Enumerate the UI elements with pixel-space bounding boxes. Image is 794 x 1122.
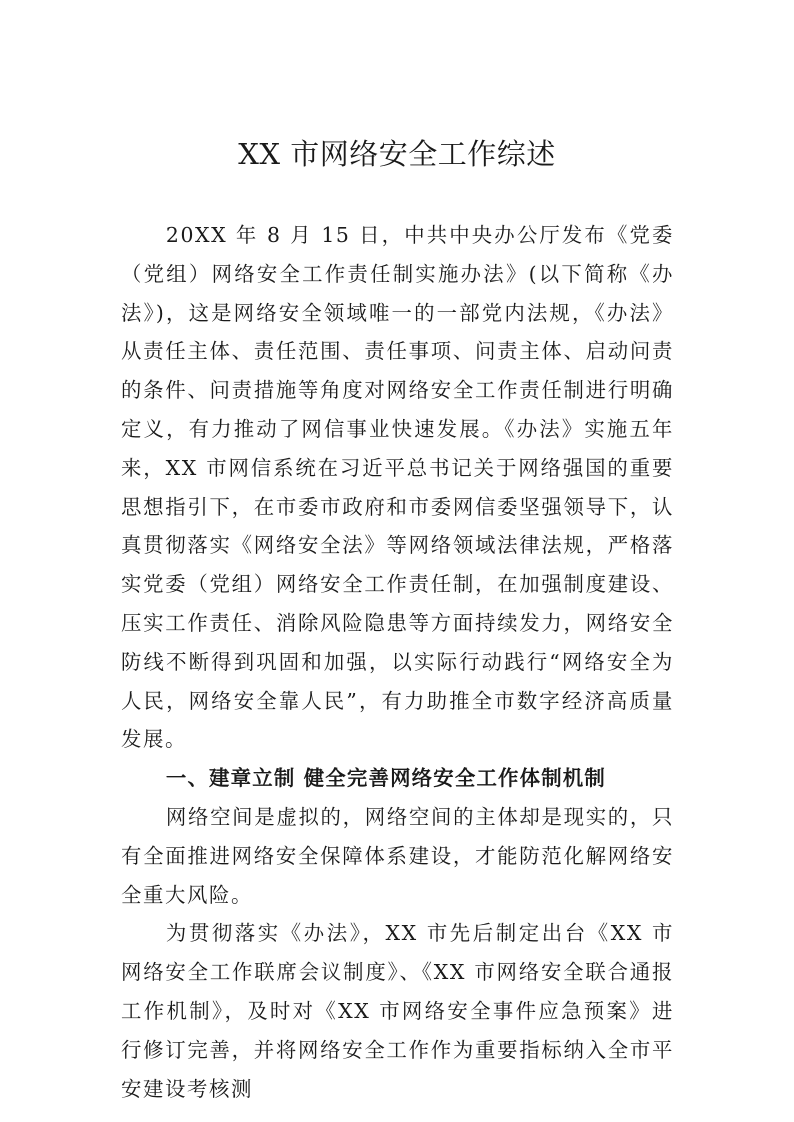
intro-paragraph: 20XX 年 8 月 15 日，中共中央办公厅发布《党委（党组）网络安全工作责任制实施办法》(以下简称《办法》)，这是网络安全领域唯一的一部党内法规，《办法》从责任主体、责任范围、责任事项、问责主体、启动问责的条件、问责措施等角度对网络安全工作责任制进行明确定义，有力推动了网信事业快速发展。《办法》实施五年来，XX 市网信系统在习近平总书记关于网络强国的重要思想指引下，在市委市政府和市委网信委坚强领导下，认真贯彻落实《网络安全法》等网络领域法律法规，严格落实党委（党组）网络安全工作责任制，在加强制度建设、压实工作责任、消除风险隐患等方面持续发力，网络安全防线不断得到巩固和加强，以实际行动践行“网络安全为人民，网络安全靠人民”，有力助推全市数字经济高质量发展。 — [121, 223, 674, 752]
document-title: XX 市网络安全工作综述 — [238, 137, 556, 171]
section-paragraph: 网络空间是虚拟的，网络空间的主体却是现实的，只有全面推进网络安全保障体系建设，才能防范化解网络安全重大风险。 — [121, 804, 674, 907]
section-paragraph: 为贯彻落实《办法》，XX 市先后制定出台《XX 市网络安全工作联席会议制度》、《XX 市网络安全联合通报工作机制》，及时对《XX 市网络安全事件应急预案》进行修订完善，并将网络安全工作作为重要指标纳入全市平安建设考核测 — [121, 921, 674, 1101]
section-heading: 一、建章立制 健全完善网络安全工作体制机制 — [165, 766, 606, 791]
document-body — [121, 216, 674, 1108]
